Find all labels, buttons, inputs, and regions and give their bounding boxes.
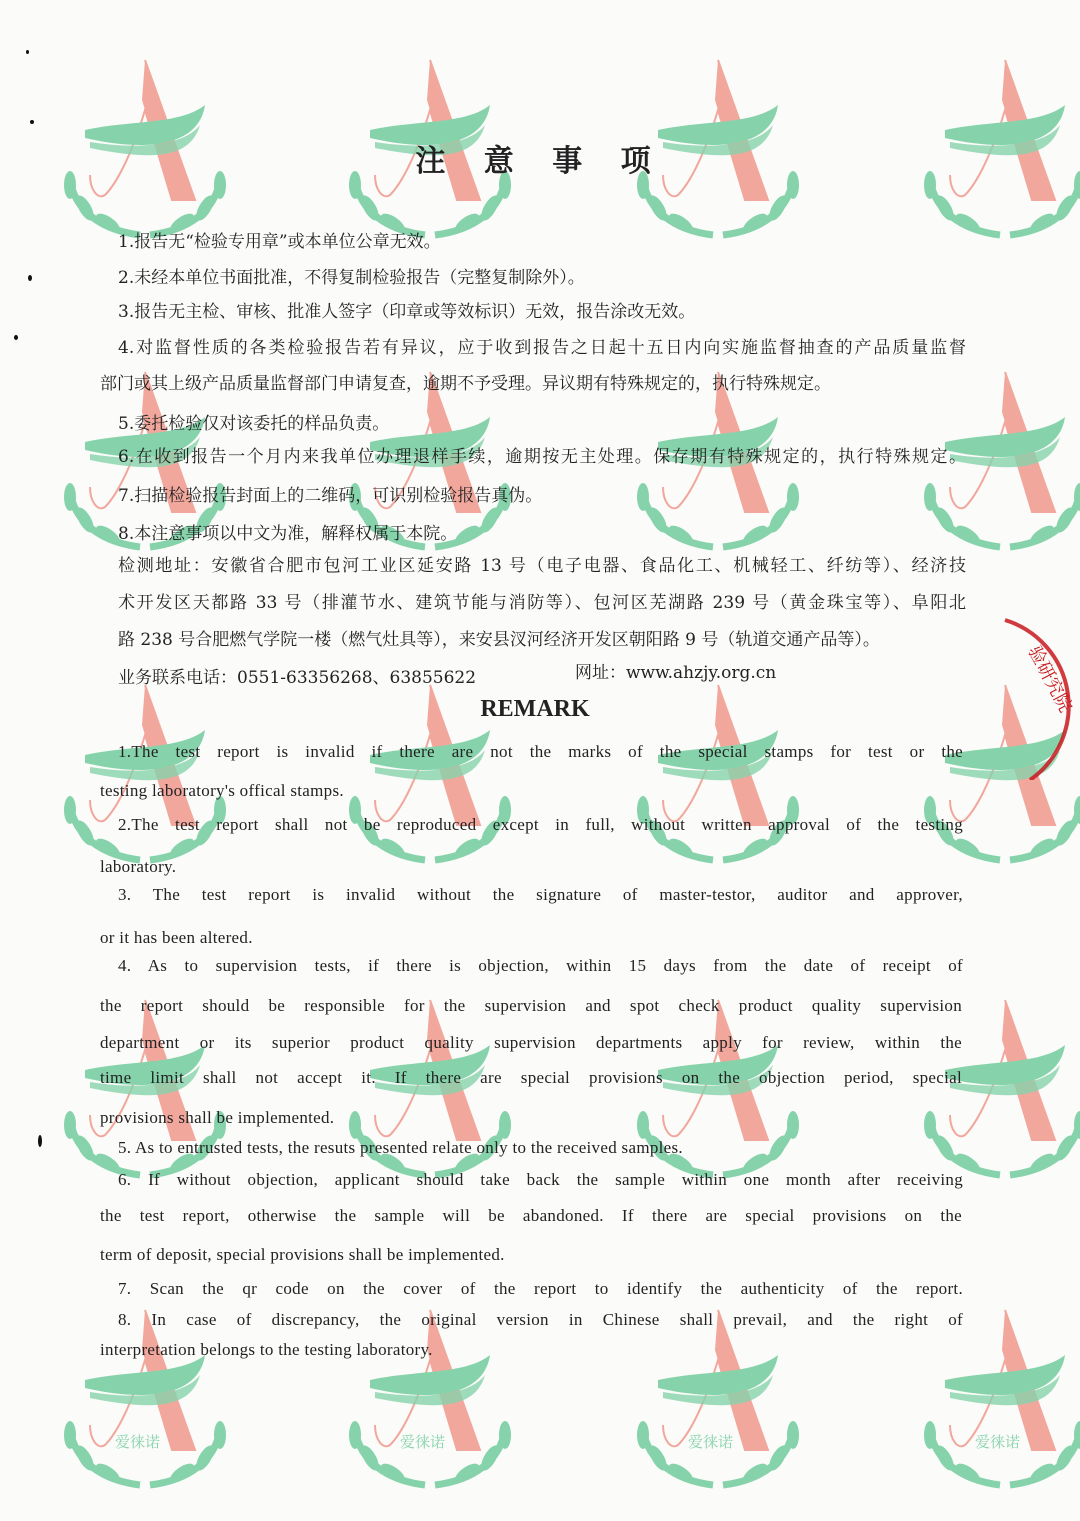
- contact-phone: 业务联系电话：0551-63356268、63855622: [118, 668, 477, 688]
- remark-line: department or its superior product quality supervision departments apply for review, within the: [100, 1033, 962, 1052]
- remark-line: time limit shall not accept it. If there are special provisions on the objection period, special: [100, 1068, 962, 1087]
- remark-line: 2.The test report shall not be reproduced except in full, without written approval of the testing: [118, 815, 963, 834]
- test-address-line-2: 术开发区天都路 33 号（排灌节水、建筑节能与消防等）、包河区芜湖路 239 号（黄金珠宝等）、阜阳北: [118, 593, 966, 613]
- stamp-text: 验研究院: [1023, 642, 1076, 716]
- scan-speck: [28, 275, 32, 281]
- remark-line: term of deposit, special provisions shall be implemented.: [100, 1245, 505, 1264]
- remark-line: provisions shall be implemented.: [100, 1108, 335, 1127]
- notice-item-2: 2.未经本单位书面批准，不得复制检验报告（完整复制除外）。: [118, 268, 585, 288]
- remark-line: 5. As to entrusted tests, the resuts presented relate only to the received samples.: [118, 1138, 683, 1157]
- watermark-text: 爱徕诺: [688, 1433, 734, 1451]
- remark-line: the report should be responsible for the supervision and spot check product quality supervision: [100, 996, 962, 1015]
- remark-line: 1.The test report is invalid if there are not the marks of the special stamps for test or the: [118, 742, 963, 761]
- scan-speck: [38, 1135, 42, 1147]
- remark-line: testing laboratory's offical stamps.: [100, 781, 344, 800]
- notice-item-1: 1.报告无“检验专用章”或本单位公章无效。: [118, 232, 441, 252]
- watermark-text: 爱徕诺: [400, 1433, 446, 1451]
- red-seal-stamp: [990, 610, 1080, 780]
- remark-line: 4. As to supervision tests, if there is objection, within 15 days from the date of receipt of: [118, 956, 963, 975]
- scan-speck: [14, 335, 18, 340]
- watermark-logo: [64, 1310, 226, 1486]
- remark-line: 8. In case of discrepancy, the original version in Chinese shall prevail, and the right of: [118, 1310, 963, 1329]
- remark-line: 3. The test report is invalid without the signature of master-testor, auditor and approver,: [118, 885, 963, 904]
- remark-line: 6. If without objection, applicant should take back the sample within one month after receiving: [118, 1170, 963, 1189]
- remark-line: laboratory.: [100, 857, 177, 876]
- test-address-line-3: 路 238 号合肥燃气学院一楼（燃气灶具等），来安县汊河经济开发区朝阳路 9 号（轨道交通产品等）。: [118, 630, 880, 650]
- scan-speck: [26, 50, 29, 54]
- notice-item-3: 3.报告无主检、审核、批准人签字（印章或等效标识）无效，报告涂改无效。: [118, 302, 696, 322]
- test-address-line-1: 检测地址：安徽省合肥市包河工业区延安路 13 号（电子电器、食品化工、机械轻工、纤纺等）、经济技: [118, 556, 966, 576]
- notice-item-4-cont: 部门或其上级产品质量监督部门申请复查，逾期不予受理。异议期有特殊规定的，执行特殊规定。: [100, 374, 831, 394]
- website: 网址：www.ahzjy.org.cn: [575, 663, 777, 683]
- watermark-logo: [637, 1310, 799, 1486]
- watermark-logo: [924, 1310, 1080, 1486]
- watermark-text: 爱徕诺: [975, 1433, 1021, 1451]
- watermark-text: 爱徕诺: [115, 1433, 161, 1451]
- remark-title: REMARK: [480, 696, 590, 722]
- remark-line: or it has been altered.: [100, 928, 253, 947]
- remark-line: the test report, otherwise the sample will be abandoned. If there are special provisions on the: [100, 1206, 962, 1225]
- notice-item-7: 7.扫描检验报告封面上的二维码，可识别检验报告真伪。: [118, 486, 543, 506]
- remark-line: 7. Scan the qr code on the cover of the report to identify the authenticity of the report.: [118, 1279, 963, 1298]
- page-title: 注 意 事 项: [415, 144, 665, 179]
- notice-item-8: 8.本注意事项以中文为准，解释权属于本院。: [118, 524, 458, 544]
- notice-item-4: 4.对监督性质的各类检验报告若有异议，应于收到报告之日起十五日内向实施监督抽查的产品质量监督: [118, 338, 966, 358]
- remark-line: interpretation belongs to the testing laboratory.: [100, 1340, 433, 1359]
- notice-item-5: 5.委托检验仅对该委托的样品负责。: [118, 414, 390, 434]
- scan-speck: [30, 120, 34, 124]
- watermark-logo: [349, 1310, 511, 1486]
- notice-item-6: 6.在收到报告一个月内来我单位办理退样手续，逾期按无主处理。保存期有特殊规定的，执行特殊规定。: [118, 447, 966, 467]
